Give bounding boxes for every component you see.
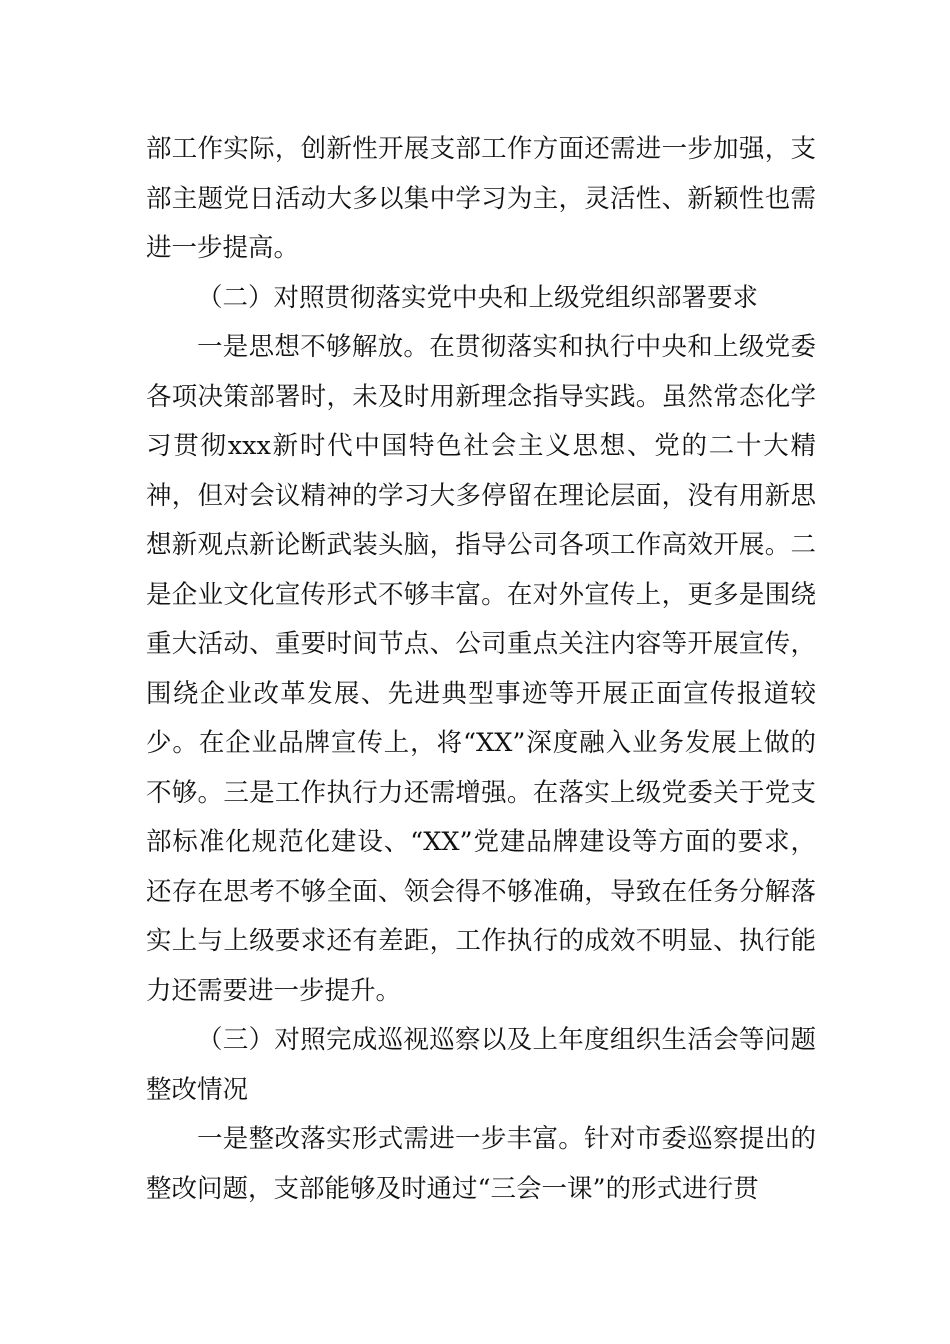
paragraph-continued: 部工作实际，创新性开展支部工作方面还需进一步加强，支部主题党日活动大多以集中学习为主，灵活性、新颖性也需进一步提高。 (146, 134, 816, 263)
paragraph-section-3: 一是整改落实形式需进一步丰富。针对市委巡察提出的整改问题，支部能够及时通过“三会一课”的形式进行贯 (146, 1124, 816, 1204)
paragraph-section-2: 一是思想不够解放。在贯彻落实和执行中央和上级党委各项决策部署时，未及时用新理念指导实践。虽然常态化学习贯彻xxx新时代中国特色社会主义思想、党的二十大精神，但对会议精神的学习大多停留在理论层面，没有用新思想新观点新论断武装头脑，指导公司各项工作高效开展。二是企业文化宣传形式不够丰富。在对外宣传上，更多是围绕重大活动、重要时间节点、公司重点关注内容等开展宣传，围绕企业改革发展、先进典型事迹等开展正面宣传报道较少。在企业品牌宣传上，将“XX”深度融入业务发展上做的不够。三是工作执行力还需增强。在落实上级党委关于党支部标准化规范化建设、“XX”党建品牌建设等方面的要求，还存在思考不够全面、领会得不够准确，导致在任务分解落实上与上级要求还有差距，工作执行的成效不明显、执行能力还需要进一步提升。 (146, 332, 816, 1006)
document-body (146, 125, 816, 1214)
section-heading-2: （二）对照贯彻落实党中央和上级党组织部署要求 (197, 282, 759, 313)
section-heading-3: （三）对照完成巡视巡察以及上年度组织生活会等问题整改情况 (146, 1025, 816, 1105)
